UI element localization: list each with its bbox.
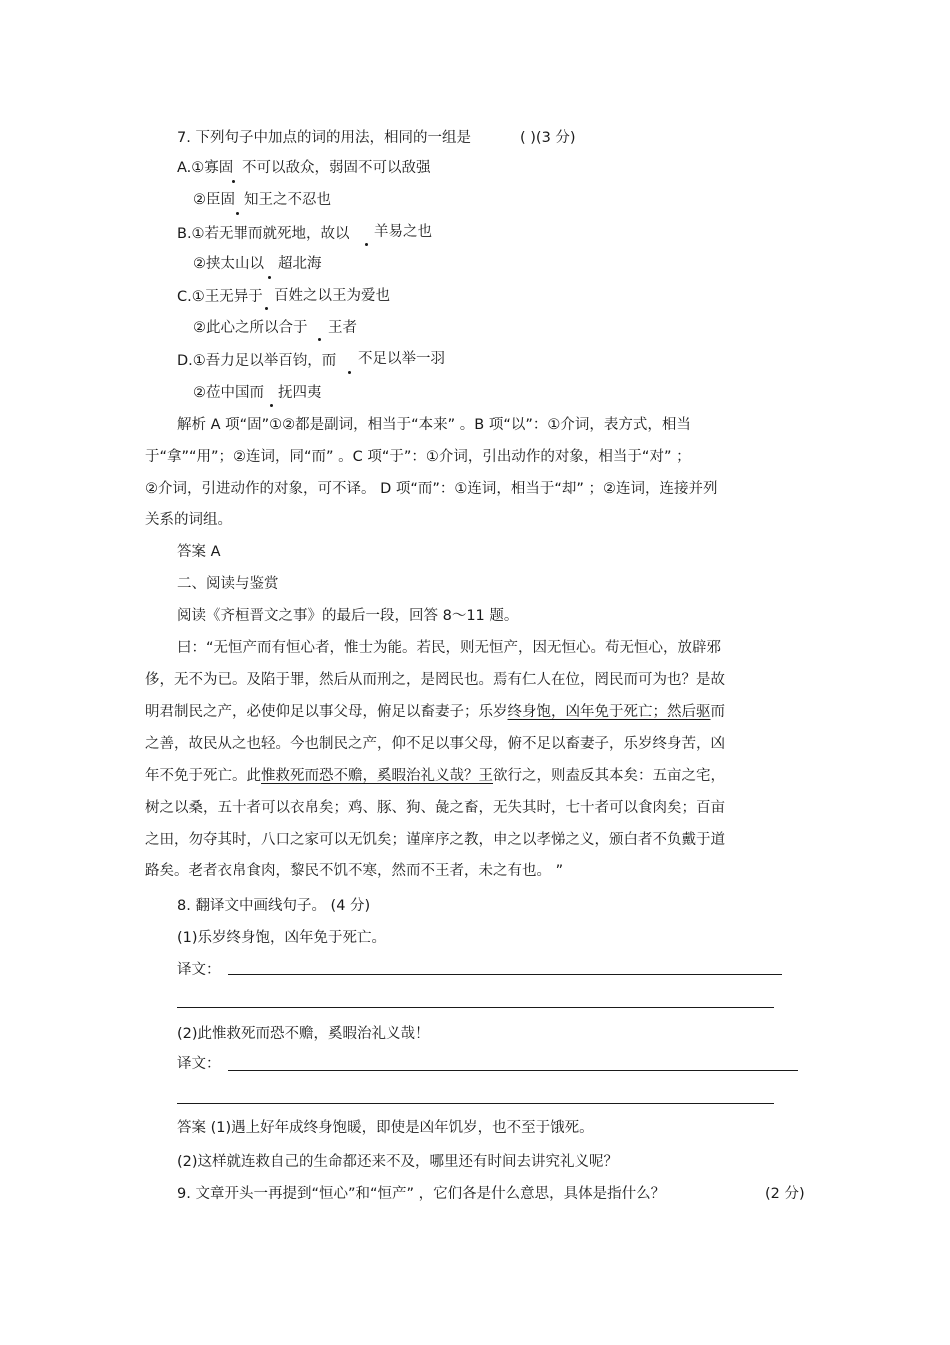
q8-stem: 8. 翻译文中画线句子。 (4 分) — [177, 898, 371, 914]
emphasis-dot — [318, 338, 321, 341]
emphasis-dot — [348, 371, 351, 374]
q7-option-a2-post: 知王之不忍也 — [244, 192, 331, 208]
q7-option-d1-post: 不足以举一羽 — [358, 351, 445, 367]
passage-line-7: 之田，勿夺其时，八口之家可以无饥矣；谨庠序之教，申之以孝悌之义，颁白者不负戴于道 — [145, 832, 725, 848]
passage-line-2: 侈，无不为已。及陷于罪，然后从而刑之，是罔民也。焉有仁人在位，罔民而可为也？是故 — [145, 672, 725, 688]
q7-option-c2-pre: ②此心之所以合于 — [193, 320, 308, 336]
q8-sentence-1: (1)乐岁终身饱，凶年免于死亡。 — [177, 930, 387, 946]
answer-blank-1[interactable] — [228, 974, 782, 975]
emphasis-dot — [236, 212, 239, 215]
reading-intro: 阅读《齐桓晋文之事》的最后一段，回答 8～11 题。 — [177, 608, 519, 624]
answer-blank-4[interactable] — [177, 1103, 774, 1104]
analysis-line-3: ②介词，引进动作的对象，可不译。 D 项“而”：①连词，相当于“却” ；②连词，连接并列 — [145, 481, 718, 497]
q7-option-b2-pre: ②挟太山以 — [193, 256, 264, 272]
q9-score: (2 分) — [765, 1186, 805, 1202]
q8-answer-1: 答案 (1)遇上好年成终身饱暖，即使是凶年饥岁，也不至于饿死。 — [177, 1120, 594, 1136]
q7-answer: 答案 A — [177, 544, 221, 560]
passage-line-6: 树之以桑，五十者可以衣帛矣；鸡、豚、狗、彘之畜，无失其时，七十者可以食肉矣；百亩 — [145, 800, 725, 816]
underlined-sentence-1: 终身饱，凶年免于死亡；然后驱 — [507, 704, 711, 720]
analysis-line-2: 于“拿”“用”；②连词，同“而” 。C 项“于”：①介词，引出动作的对象，相当于“对” ； — [145, 449, 691, 465]
emphasis-dot — [232, 180, 235, 183]
q7-option-c2-post: 王者 — [328, 320, 357, 336]
answer-blank-3[interactable] — [228, 1070, 798, 1071]
q7-option-c1-post: 百姓之以王为爱也 — [274, 288, 390, 304]
passage-line-4: 之善，故民从之也轻。今也制民之产，仰不足以事父母，俯不足以畜妻子，乐岁终身苦，凶 — [145, 736, 725, 752]
q7-score: ( )(3 分) — [520, 130, 576, 146]
translation-label-2: 译文： — [177, 1056, 221, 1072]
q7-option-c1-pre: C.①王无异于 — [177, 289, 263, 305]
q8-sentence-2: (2)此惟救死而恐不赡，奚暇治礼义哉！ — [177, 1026, 430, 1042]
q7-option-a1-pre: A.①寡固 — [177, 160, 234, 176]
passage-line-1: 曰：“无恒产而有恒心者，惟士为能。若民，则无恒产，因无恒心。苟无恒心，放辟邪 — [177, 640, 722, 656]
analysis-line-1: 解析 A 项“固”①②都是副词，相当于“本来” 。B 项“以”：①介词，表方式，相当 — [177, 417, 691, 433]
answer-blank-2[interactable] — [177, 1007, 774, 1008]
underlined-sentence-2: 惟救死而恐不赡，奚暇治礼义哉？王 — [261, 768, 493, 784]
q7-option-b2-post: 超北海 — [278, 256, 322, 272]
q9-stem: 9. 文章开头一再提到“恒心”和“恒产” ，它们各是什么意思，具体是指什么？ — [177, 1186, 666, 1202]
q7-option-a1-post: 不可以敌众，弱固不可以敌强 — [242, 160, 431, 176]
q8-answer-2: (2)这样就连救自己的生命都还来不及，哪里还有时间去讲究礼义呢？ — [177, 1154, 619, 1170]
emphasis-dot — [270, 404, 273, 407]
section-heading: 二、阅读与鉴赏 — [177, 576, 279, 592]
q7-option-b1-pre: B.①若无罪而就死地，故以 — [177, 226, 350, 242]
q7-option-d2-post: 抚四夷 — [278, 385, 322, 401]
translation-label-1: 译文： — [177, 962, 221, 978]
q7-option-d2-pre: ②莅中国而 — [193, 385, 264, 401]
analysis-line-4: 关系的词组。 — [145, 512, 232, 528]
emphasis-dot — [365, 243, 368, 246]
emphasis-dot — [268, 276, 271, 279]
q7-option-d1-pre: D.①吾力足以举百钧，而 — [177, 353, 337, 369]
passage-line-5: 年不免于死亡。此惟救死而恐不赡，奚暇治礼义哉？王欲行之，则盍反其本矣：五亩之宅， — [145, 768, 725, 784]
q7-option-a2-pre: ②臣固 — [193, 192, 235, 208]
passage-line-3: 明君制民之产，必使仰足以事父母，俯足以畜妻子；乐岁终身饱，凶年免于死亡；然后驱而 — [145, 704, 725, 720]
passage-line-8: 路矣。老者衣帛食肉，黎民不饥不寒，然而不王者，未之有也。 ” — [145, 863, 564, 879]
q7-option-b1-post: 羊易之也 — [374, 224, 432, 240]
q7-stem: 7. 下列句子中加点的词的用法，相同的一组是 — [177, 130, 471, 146]
emphasis-dot — [265, 307, 268, 310]
